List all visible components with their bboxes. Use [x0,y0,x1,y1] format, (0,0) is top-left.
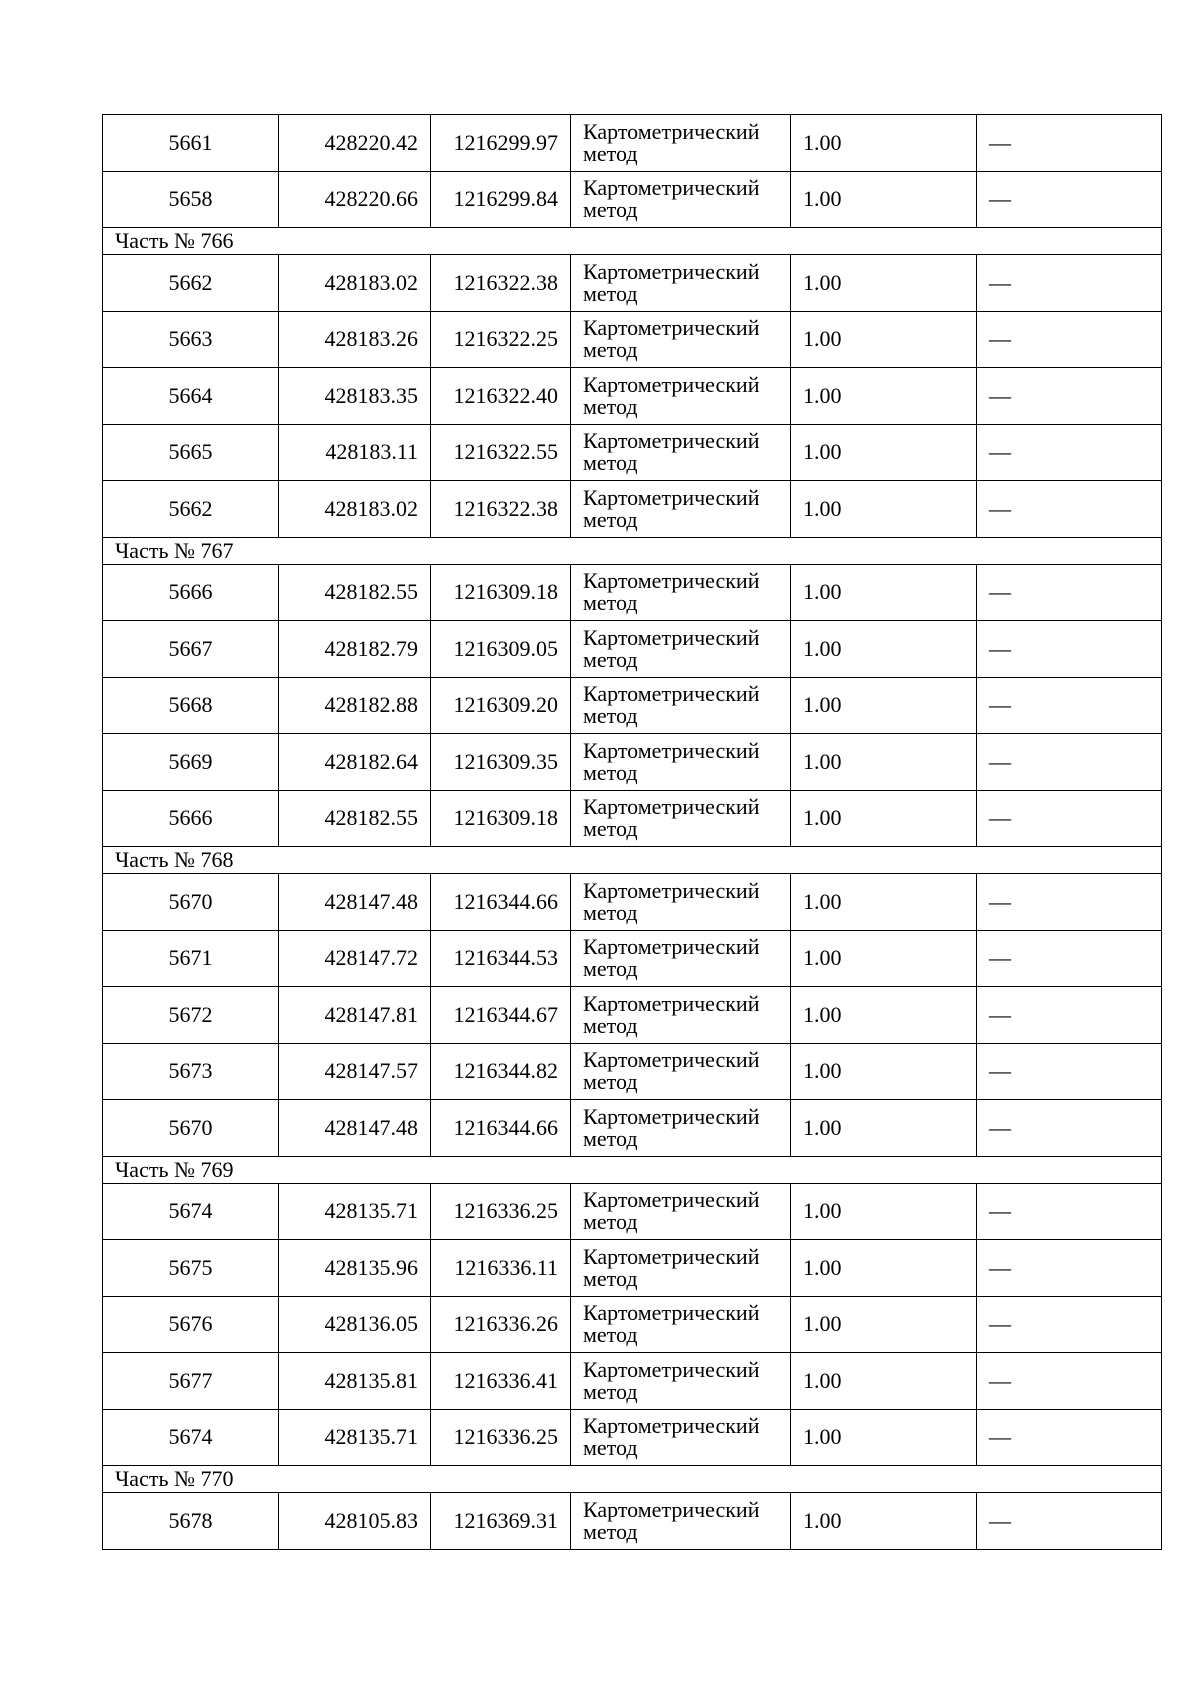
point-number: 5674 [103,1409,279,1466]
method-cell [571,621,791,678]
method-cell [571,1493,791,1550]
method-line-2: метод [583,450,638,476]
dash-value: — [989,1058,1011,1084]
dash-value: — [989,495,1011,521]
coordinate-x: 428147.81 [279,987,431,1044]
table-row [103,1183,1162,1240]
point-number: 5678 [103,1493,279,1550]
method-line-1: Картометрический [583,428,760,454]
point-number: 5662 [103,255,279,312]
table-row [103,874,1162,931]
coordinate-y: 1216309.18 [431,564,571,621]
table-row [103,1296,1162,1353]
accuracy-value: 1.00 [791,564,977,621]
dash-value: — [989,1114,1011,1140]
point-number: 5676 [103,1296,279,1353]
dash-cell [977,1493,1162,1550]
dash-value: — [989,1424,1011,1450]
accuracy-value: 1.00 [791,1100,977,1157]
dash-cell [977,424,1162,481]
coordinate-x: 428135.71 [279,1183,431,1240]
method-line-2: метод [583,1518,638,1544]
coordinate-x: 428182.55 [279,790,431,847]
dash-cell [977,481,1162,538]
coordinate-x: 428147.48 [279,1100,431,1157]
point-number: 5673 [103,1043,279,1100]
dash-value: — [989,692,1011,718]
table-row [103,790,1162,847]
table-row [103,424,1162,481]
accuracy-value: 1.00 [791,677,977,734]
method-line-2: метод [583,140,638,166]
method-cell [571,1240,791,1297]
coordinate-y: 1216336.26 [431,1296,571,1353]
part-label: Часть № 768 [103,847,1162,874]
coordinate-y: 1216322.38 [431,255,571,312]
method-cell [571,874,791,931]
coordinate-y: 1216299.97 [431,115,571,172]
dash-cell [977,677,1162,734]
method-line-1: Картометрический [583,624,760,650]
table-row [103,1240,1162,1297]
table-row [103,171,1162,228]
coordinate-y: 1216322.55 [431,424,571,481]
coordinates-table [102,114,1162,1550]
table-row [103,115,1162,172]
dash-cell [977,874,1162,931]
method-line-1: Картометрический [583,1496,760,1522]
dash-value: — [989,1198,1011,1224]
method-line-1: Картометрический [583,1356,760,1382]
method-line-2: метод [583,1322,638,1348]
table-row [103,621,1162,678]
coordinate-x: 428105.83 [279,1493,431,1550]
dash-cell [977,1100,1162,1157]
dash-cell [977,987,1162,1044]
coordinate-x: 428183.26 [279,311,431,368]
coordinate-y: 1216336.25 [431,1183,571,1240]
point-number: 5658 [103,171,279,228]
accuracy-value: 1.00 [791,1240,977,1297]
table-row [103,481,1162,538]
method-cell [571,171,791,228]
dash-cell [977,790,1162,847]
dash-value: — [989,888,1011,914]
table-row [103,1493,1162,1550]
method-line-1: Картометрический [583,1300,760,1326]
dash-value: — [989,1254,1011,1280]
dash-cell [977,1043,1162,1100]
accuracy-value: 1.00 [791,1493,977,1550]
coordinate-y: 1216309.18 [431,790,571,847]
point-number: 5662 [103,481,279,538]
dash-value: — [989,269,1011,295]
method-line-1: Картометрический [583,258,760,284]
coordinate-y: 1216322.40 [431,368,571,425]
dash-value: — [989,1507,1011,1533]
accuracy-value: 1.00 [791,1183,977,1240]
accuracy-value: 1.00 [791,874,977,931]
point-number: 5665 [103,424,279,481]
part-header-row [103,847,1162,874]
coordinate-y: 1216336.11 [431,1240,571,1297]
point-number: 5667 [103,621,279,678]
coordinate-x: 428135.71 [279,1409,431,1466]
method-line-1: Картометрический [583,371,760,397]
table-row [103,564,1162,621]
method-line-2: метод [583,1378,638,1404]
point-number: 5677 [103,1353,279,1410]
coordinate-y: 1216322.38 [431,481,571,538]
part-label: Часть № 766 [103,228,1162,255]
coordinates-table-body [103,115,1162,1550]
accuracy-value: 1.00 [791,1043,977,1100]
table-row [103,734,1162,791]
accuracy-value: 1.00 [791,311,977,368]
dash-value: — [989,805,1011,831]
method-line-1: Картометрический [583,1187,760,1213]
dash-value: — [989,326,1011,352]
method-line-1: Картометрический [583,1243,760,1269]
method-line-2: метод [583,816,638,842]
coordinate-x: 428182.64 [279,734,431,791]
method-line-2: метод [583,1435,638,1461]
table-row [103,368,1162,425]
method-cell [571,1183,791,1240]
accuracy-value: 1.00 [791,1353,977,1410]
method-line-1: Картометрический [583,175,760,201]
point-number: 5666 [103,564,279,621]
table-row [103,1409,1162,1466]
dash-cell [977,311,1162,368]
accuracy-value: 1.00 [791,1296,977,1353]
point-number: 5675 [103,1240,279,1297]
method-line-2: метод [583,1069,638,1095]
point-number: 5666 [103,790,279,847]
method-line-2: метод [583,393,638,419]
coordinate-x: 428220.42 [279,115,431,172]
dash-cell [977,115,1162,172]
method-line-2: метод [583,1125,638,1151]
part-header-row [103,1156,1162,1183]
dash-value: — [989,439,1011,465]
accuracy-value: 1.00 [791,734,977,791]
dash-cell [977,1296,1162,1353]
method-line-1: Картометрический [583,315,760,341]
coordinate-y: 1216309.35 [431,734,571,791]
method-cell [571,930,791,987]
method-line-2: метод [583,590,638,616]
method-line-2: метод [583,899,638,925]
dash-value: — [989,635,1011,661]
method-line-1: Картометрический [583,877,760,903]
method-line-2: метод [583,1265,638,1291]
coordinate-y: 1216309.20 [431,677,571,734]
point-number: 5664 [103,368,279,425]
method-cell [571,311,791,368]
method-cell [571,987,791,1044]
method-line-1: Картометрический [583,1047,760,1073]
coordinate-x: 428135.96 [279,1240,431,1297]
dash-cell [977,621,1162,678]
point-number: 5670 [103,1100,279,1157]
method-cell [571,677,791,734]
dash-cell [977,368,1162,425]
method-line-1: Картометрический [583,118,760,144]
coordinate-x: 428220.66 [279,171,431,228]
dash-value: — [989,579,1011,605]
method-line-2: метод [583,956,638,982]
dash-cell [977,1353,1162,1410]
method-cell [571,1353,791,1410]
method-cell [571,368,791,425]
coordinate-x: 428147.72 [279,930,431,987]
method-cell [571,115,791,172]
coordinate-y: 1216309.05 [431,621,571,678]
coordinate-x: 428182.79 [279,621,431,678]
method-cell [571,1043,791,1100]
dash-value: — [989,748,1011,774]
accuracy-value: 1.00 [791,481,977,538]
method-cell [571,424,791,481]
coordinate-y: 1216299.84 [431,171,571,228]
dash-value: — [989,129,1011,155]
method-line-2: метод [583,506,638,532]
coordinate-y: 1216336.25 [431,1409,571,1466]
point-number: 5661 [103,115,279,172]
coordinate-y: 1216344.66 [431,1100,571,1157]
point-number: 5672 [103,987,279,1044]
part-header-row [103,537,1162,564]
method-line-2: метод [583,703,638,729]
accuracy-value: 1.00 [791,115,977,172]
coordinate-x: 428135.81 [279,1353,431,1410]
table-row [103,255,1162,312]
method-line-1: Картометрический [583,737,760,763]
dash-cell [977,255,1162,312]
method-cell [571,1409,791,1466]
part-header-row [103,228,1162,255]
coordinate-y: 1216344.67 [431,987,571,1044]
dash-cell [977,1240,1162,1297]
point-number: 5668 [103,677,279,734]
accuracy-value: 1.00 [791,255,977,312]
coordinate-x: 428183.11 [279,424,431,481]
coordinate-x: 428136.05 [279,1296,431,1353]
dash-value: — [989,1311,1011,1337]
accuracy-value: 1.00 [791,930,977,987]
coordinate-y: 1216369.31 [431,1493,571,1550]
coordinate-y: 1216344.82 [431,1043,571,1100]
table-row [103,1100,1162,1157]
table-row [103,677,1162,734]
method-line-2: метод [583,197,638,223]
method-line-2: метод [583,337,638,363]
method-line-1: Картометрический [583,990,760,1016]
dash-cell [977,171,1162,228]
coordinate-x: 428183.02 [279,481,431,538]
point-number: 5669 [103,734,279,791]
part-header-row [103,1466,1162,1493]
method-cell [571,1296,791,1353]
dash-value: — [989,945,1011,971]
method-cell [571,790,791,847]
dash-value: — [989,382,1011,408]
table-row [103,311,1162,368]
coordinate-x: 428183.02 [279,255,431,312]
method-line-2: метод [583,280,638,306]
coordinate-y: 1216322.25 [431,311,571,368]
method-line-1: Картометрический [583,1103,760,1129]
method-line-2: метод [583,759,638,785]
method-cell [571,481,791,538]
coordinate-y: 1216336.41 [431,1353,571,1410]
method-line-1: Картометрический [583,794,760,820]
point-number: 5670 [103,874,279,931]
method-line-1: Картометрический [583,568,760,594]
method-line-1: Картометрический [583,1413,760,1439]
coordinate-x: 428182.88 [279,677,431,734]
method-line-1: Картометрический [583,934,760,960]
method-line-2: метод [583,646,638,672]
dash-cell [977,930,1162,987]
dash-value: — [989,1367,1011,1393]
coordinate-x: 428147.48 [279,874,431,931]
table-row [103,1043,1162,1100]
point-number: 5671 [103,930,279,987]
table-row [103,987,1162,1044]
accuracy-value: 1.00 [791,987,977,1044]
table-row [103,1353,1162,1410]
point-number: 5663 [103,311,279,368]
dash-cell [977,1409,1162,1466]
dash-cell [977,564,1162,621]
dash-cell [977,1183,1162,1240]
point-number: 5674 [103,1183,279,1240]
accuracy-value: 1.00 [791,621,977,678]
method-line-1: Картометрический [583,484,760,510]
accuracy-value: 1.00 [791,171,977,228]
method-line-1: Картометрический [583,681,760,707]
coordinate-y: 1216344.53 [431,930,571,987]
coordinate-x: 428147.57 [279,1043,431,1100]
coordinate-x: 428182.55 [279,564,431,621]
accuracy-value: 1.00 [791,368,977,425]
coordinate-y: 1216344.66 [431,874,571,931]
method-line-2: метод [583,1012,638,1038]
dash-value: — [989,186,1011,212]
accuracy-value: 1.00 [791,424,977,481]
coordinate-x: 428183.35 [279,368,431,425]
method-cell [571,255,791,312]
dash-value: — [989,1001,1011,1027]
accuracy-value: 1.00 [791,790,977,847]
part-label: Часть № 767 [103,537,1162,564]
method-cell [571,734,791,791]
method-cell [571,564,791,621]
method-cell [571,1100,791,1157]
accuracy-value: 1.00 [791,1409,977,1466]
table-row [103,930,1162,987]
dash-cell [977,734,1162,791]
part-label: Часть № 769 [103,1156,1162,1183]
part-label: Часть № 770 [103,1466,1162,1493]
method-line-2: метод [583,1209,638,1235]
